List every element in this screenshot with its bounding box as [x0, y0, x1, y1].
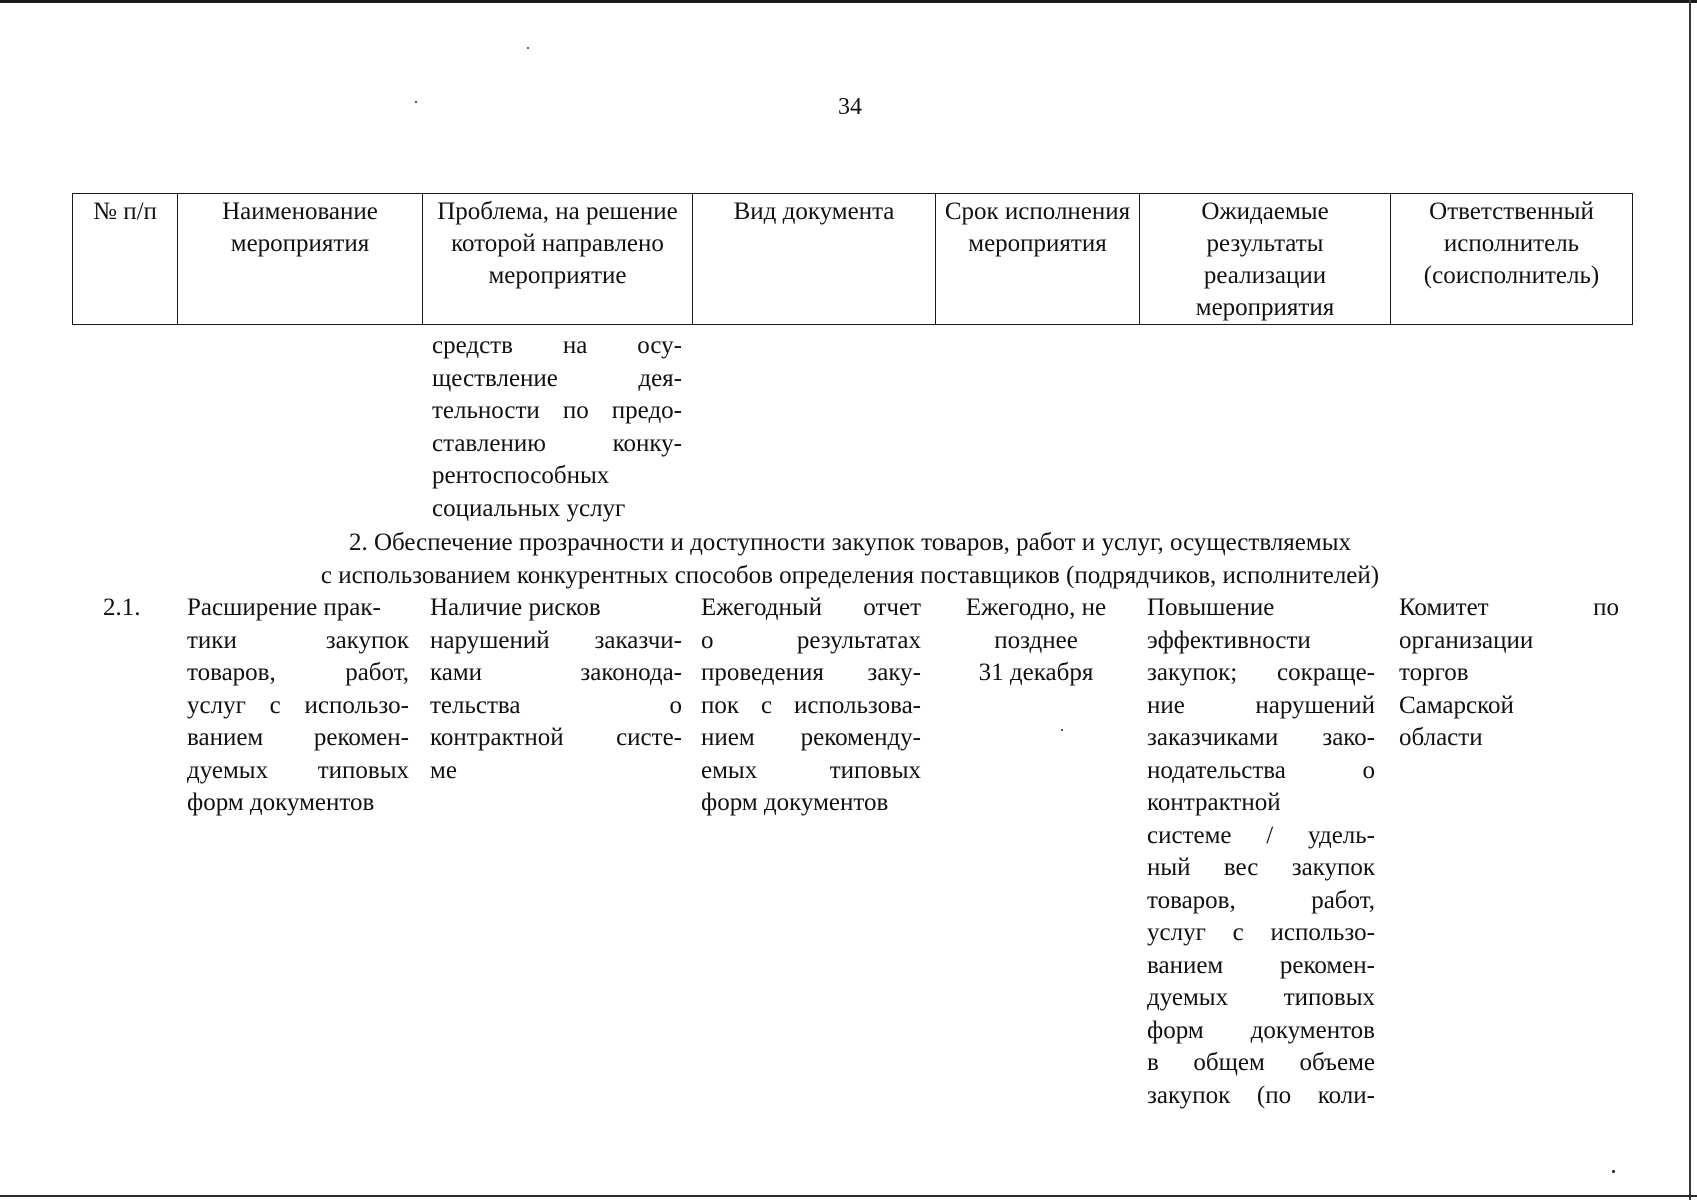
- text-line: о результатах: [701, 626, 921, 654]
- text-line: ванием рекомен-: [187, 724, 409, 751]
- row-problem-cell: [430, 592, 682, 787]
- header-results: Ожидаемые результаты реализации мероприятия: [1140, 194, 1391, 325]
- text-line: Комитет по: [1399, 594, 1619, 621]
- continuation-problem-cell: [432, 330, 682, 525]
- text-line: торгов: [1399, 659, 1469, 686]
- header-number: № п/п: [73, 194, 178, 325]
- text-line: нарушений заказчи-: [430, 626, 682, 654]
- scan-speck: [1612, 1170, 1615, 1173]
- text-line: Ежегодный отчет: [701, 594, 921, 621]
- text-line: закупок; сокраще-: [1147, 659, 1375, 686]
- text-line: рентоспособных: [432, 462, 610, 489]
- text-line: товаров, работ,: [1147, 886, 1375, 914]
- text-line: услуг с использо-: [1147, 919, 1375, 946]
- row-deadline-cell: [945, 592, 1127, 690]
- row-responsible-cell: [1399, 592, 1619, 755]
- text-line: дуемых типовых: [187, 756, 409, 784]
- scan-speck: [415, 101, 417, 103]
- text-line: 31 декабря: [978, 659, 1094, 686]
- scan-speck: [1061, 729, 1063, 731]
- text-line: ками законода-: [430, 659, 682, 686]
- text-line: Ежегодно, не: [965, 594, 1107, 621]
- text-line: области: [1399, 724, 1483, 751]
- scan-speck: [527, 47, 529, 49]
- text-line: позднее: [994, 626, 1078, 654]
- row-doc-type-cell: [701, 592, 921, 820]
- header-deadline: Срок исполнения мероприятия: [936, 194, 1140, 325]
- header-problem: Проблема, на решение которой направлено мероприятие: [423, 194, 693, 325]
- text-line: системе / удель-: [1147, 821, 1375, 849]
- text-line: тельства о: [430, 691, 682, 719]
- text-line: заказчиками зако-: [1147, 724, 1375, 751]
- page-right-border: [1689, 0, 1691, 1200]
- header-doc-type: Вид документа: [693, 194, 936, 325]
- page-bottom-border: [0, 1195, 1697, 1197]
- text-line: ставлению конку-: [432, 429, 682, 457]
- row-number: 2.1.: [103, 594, 141, 621]
- text-line: дуемых типовых: [1147, 984, 1375, 1011]
- text-line: закупок (по коли-: [1147, 1081, 1375, 1109]
- text-line: товаров, работ,: [187, 659, 409, 686]
- text-line: тельности по предо-: [432, 397, 682, 424]
- page-number: 34: [838, 94, 862, 120]
- page-top-border: [0, 0, 1697, 3]
- text-line: ме: [430, 756, 457, 784]
- text-line: Расширение прак-: [187, 594, 381, 621]
- text-line: средств на осу-: [432, 332, 682, 359]
- section-heading: [110, 526, 1590, 592]
- header-name: Наименование мероприятия: [178, 194, 423, 325]
- text-line: Наличие рисков: [430, 594, 601, 621]
- text-line: форм документов: [701, 789, 889, 816]
- text-line: контрактной: [1147, 789, 1281, 816]
- text-line: ный вес закупок: [1147, 854, 1375, 881]
- text-line: ществление дея-: [432, 364, 682, 392]
- text-line: эффективности: [1147, 626, 1311, 654]
- text-line: в общем объеме: [1147, 1049, 1375, 1076]
- text-line: тики закупок: [187, 626, 409, 654]
- section-heading-line: с использованием конкурентных способов определения поставщиков (подрядчиков, исполнителей): [320, 562, 1380, 589]
- row-name-cell: [187, 592, 409, 820]
- text-line: пок с использова-: [701, 691, 921, 719]
- text-line: форм документов: [187, 789, 375, 816]
- text-line: нодательства о: [1147, 756, 1375, 784]
- text-line: социальных услуг: [432, 494, 626, 522]
- text-line: контрактной систе-: [430, 724, 682, 751]
- text-line: проведения заку-: [701, 659, 921, 686]
- text-line: Повышение: [1147, 594, 1275, 621]
- text-line: ние нарушений: [1147, 691, 1375, 719]
- text-line: Самарской: [1399, 691, 1514, 719]
- table-header: [72, 193, 1633, 325]
- text-line: ванием рекомен-: [1147, 951, 1375, 979]
- text-line: нием рекоменду-: [701, 724, 921, 751]
- text-line: форм документов: [1147, 1016, 1375, 1044]
- text-line: организации: [1399, 626, 1534, 654]
- section-heading-line: 2. Обеспечение прозрачности и доступности закупок товаров, работ и услуг, осуществляемых: [348, 529, 1351, 556]
- row-results-cell: [1147, 592, 1375, 1112]
- text-line: услуг с использо-: [187, 691, 409, 719]
- header-responsible: Ответственный исполнитель (соисполнитель): [1391, 194, 1633, 325]
- text-line: емых типовых: [701, 756, 921, 784]
